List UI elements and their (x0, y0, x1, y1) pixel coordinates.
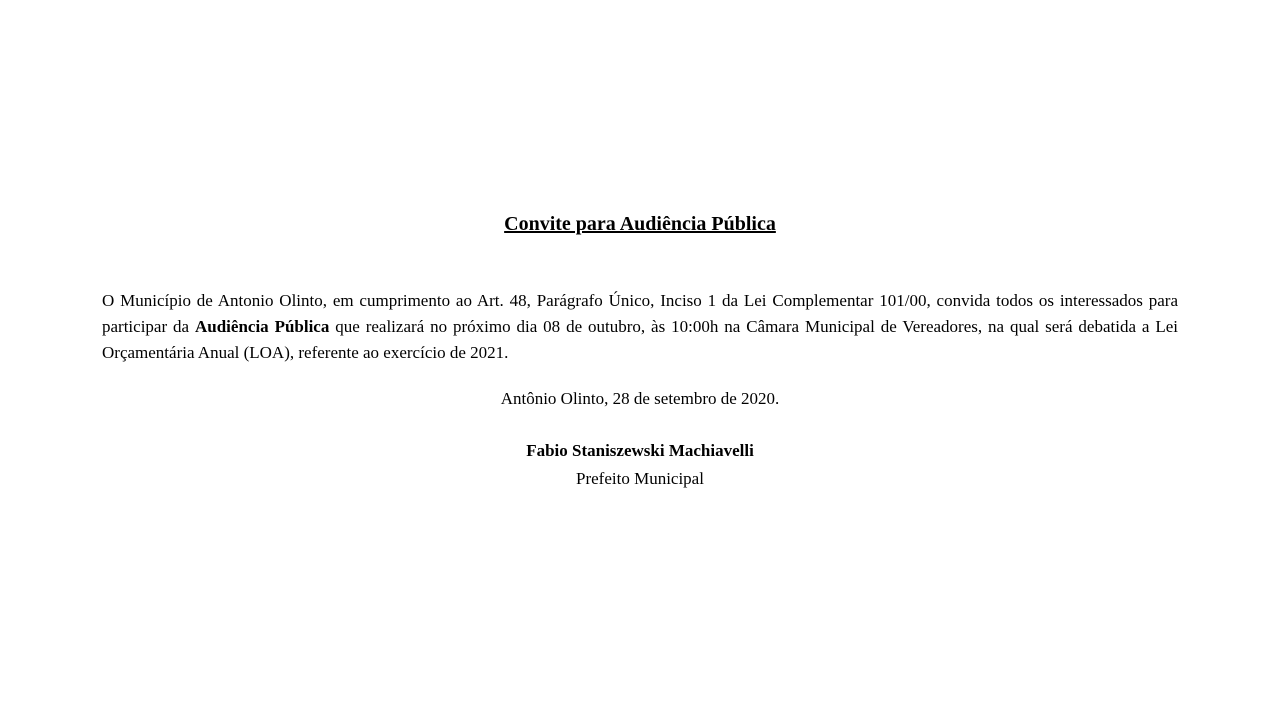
paragraph-text-after-bold: que realizará no próximo dia 08 de outubro, às 10:00h na Câmara Municipal de Vereadores, na qual será debatida a Lei Orçamentária Anual (LOA), referente ao exercício de 2021. (102, 317, 1178, 362)
signature-name: Fabio Staniszewski Machiavelli (526, 441, 754, 460)
paragraph-text-before-bold: O Município de Antonio Olinto, em cumprimento ao Art. 48, Parágrafo Único, Inciso 1 da Lei Complementar 101/00, convida todos os interessados para participar da (102, 291, 1178, 336)
signature-role: Prefeito Municipal (576, 469, 704, 488)
body-paragraph (102, 288, 1178, 366)
paragraph-bold-phrase: Audiência Pública (194, 317, 330, 336)
document-page (102, 0, 1178, 492)
document-title: Convite para Audiência Pública (504, 213, 776, 235)
date-line: Antônio Olinto, 28 de setembro de 2020. (500, 389, 780, 408)
